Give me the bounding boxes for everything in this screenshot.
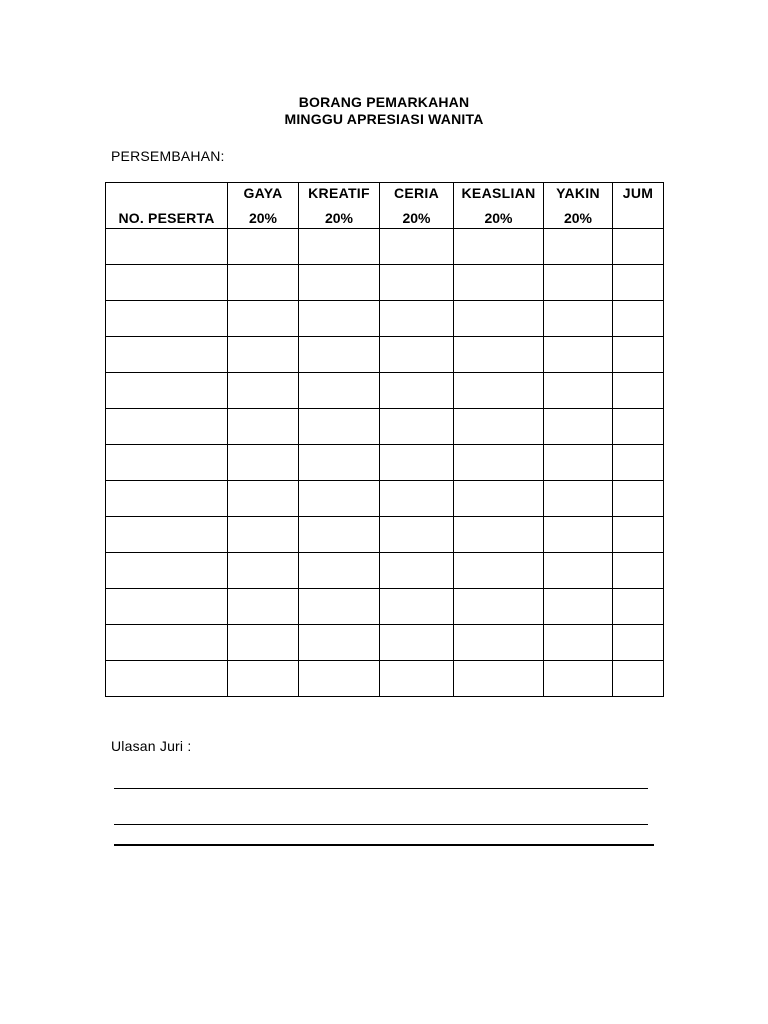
header-row xyxy=(106,183,664,229)
score-cell[interactable] xyxy=(544,301,613,337)
score-cell[interactable] xyxy=(299,229,380,265)
score-cell[interactable] xyxy=(380,517,454,553)
score-cell[interactable] xyxy=(544,517,613,553)
table-row xyxy=(106,661,664,697)
score-cell[interactable] xyxy=(544,337,613,373)
header-keaslian xyxy=(454,183,544,229)
score-cell[interactable] xyxy=(380,481,454,517)
score-cell[interactable] xyxy=(228,445,299,481)
score-cell[interactable] xyxy=(299,265,380,301)
score-cell[interactable] xyxy=(299,517,380,553)
header-yakin-label: YAKIN xyxy=(556,185,600,201)
score-cell[interactable] xyxy=(380,409,454,445)
score-cell[interactable] xyxy=(454,229,544,265)
score-cell[interactable] xyxy=(544,661,613,697)
score-cell[interactable] xyxy=(106,589,228,625)
score-cell[interactable] xyxy=(106,373,228,409)
score-cell[interactable] xyxy=(106,445,228,481)
table-row xyxy=(106,625,664,661)
score-cell[interactable] xyxy=(228,553,299,589)
score-cell[interactable] xyxy=(228,589,299,625)
score-cell[interactable] xyxy=(380,265,454,301)
score-cell[interactable] xyxy=(454,373,544,409)
score-cell[interactable] xyxy=(613,337,664,373)
header-jum xyxy=(613,183,664,229)
score-cell[interactable] xyxy=(380,229,454,265)
score-cell[interactable] xyxy=(106,265,228,301)
persembahan-label: PERSEMBAHAN: xyxy=(111,148,225,164)
score-cell[interactable] xyxy=(299,481,380,517)
table-row xyxy=(106,373,664,409)
score-cell[interactable] xyxy=(454,625,544,661)
score-cell[interactable] xyxy=(380,625,454,661)
score-cell[interactable] xyxy=(613,229,664,265)
table-row xyxy=(106,589,664,625)
score-cell[interactable] xyxy=(544,553,613,589)
score-cell[interactable] xyxy=(299,373,380,409)
score-cell[interactable] xyxy=(454,301,544,337)
table-row xyxy=(106,553,664,589)
score-cell[interactable] xyxy=(454,553,544,589)
table-row xyxy=(106,445,664,481)
score-cell[interactable] xyxy=(613,301,664,337)
table-row xyxy=(106,265,664,301)
score-cell[interactable] xyxy=(299,445,380,481)
score-cell[interactable] xyxy=(106,481,228,517)
score-cell[interactable] xyxy=(380,373,454,409)
score-cell[interactable] xyxy=(613,517,664,553)
score-cell[interactable] xyxy=(299,337,380,373)
score-cell[interactable] xyxy=(544,265,613,301)
score-cell[interactable] xyxy=(228,373,299,409)
score-cell[interactable] xyxy=(380,301,454,337)
score-cell[interactable] xyxy=(613,481,664,517)
table-row xyxy=(106,517,664,553)
score-cell[interactable] xyxy=(106,301,228,337)
header-ceria-label: CERIA xyxy=(393,185,440,201)
score-cell[interactable] xyxy=(454,445,544,481)
score-cell[interactable] xyxy=(299,589,380,625)
score-cell[interactable] xyxy=(613,625,664,661)
score-cell[interactable] xyxy=(613,265,664,301)
header-no-peserta xyxy=(106,183,228,229)
header-kreatif-percent: 20% xyxy=(324,210,354,226)
header-yakin-percent: 20% xyxy=(563,210,593,226)
header-kreatif-label: KREATIF xyxy=(308,185,370,201)
score-cell[interactable] xyxy=(299,553,380,589)
header-keaslian-percent: 20% xyxy=(484,210,513,226)
score-cell[interactable] xyxy=(613,409,664,445)
score-cell[interactable] xyxy=(380,661,454,697)
table-row xyxy=(106,481,664,517)
score-cell[interactable] xyxy=(106,409,228,445)
score-cell[interactable] xyxy=(299,661,380,697)
score-cell[interactable] xyxy=(544,409,613,445)
form-title: BORANG PEMARKAHAN xyxy=(298,94,470,110)
score-cell[interactable] xyxy=(106,229,228,265)
score-cell[interactable] xyxy=(380,589,454,625)
score-cell[interactable] xyxy=(613,445,664,481)
score-cell[interactable] xyxy=(544,625,613,661)
ulasan-juri-label: Ulasan Juri : xyxy=(111,738,192,754)
comment-line[interactable] xyxy=(114,824,648,825)
table-row xyxy=(106,301,664,337)
score-cell[interactable] xyxy=(454,265,544,301)
score-cell[interactable] xyxy=(228,517,299,553)
header-ceria-percent: 20% xyxy=(402,210,431,226)
score-table-body xyxy=(106,229,664,697)
score-cell[interactable] xyxy=(544,373,613,409)
score-cell[interactable] xyxy=(228,301,299,337)
header-gaya-percent: 20% xyxy=(248,210,278,226)
form-subtitle: MINGGU APRESIASI WANITA xyxy=(284,111,484,127)
score-cell[interactable] xyxy=(380,337,454,373)
header-ceria xyxy=(380,183,454,229)
score-cell[interactable] xyxy=(380,445,454,481)
score-cell[interactable] xyxy=(106,337,228,373)
score-cell[interactable] xyxy=(228,481,299,517)
score-cell[interactable] xyxy=(544,445,613,481)
score-cell[interactable] xyxy=(228,265,299,301)
score-cell[interactable] xyxy=(544,481,613,517)
score-cell[interactable] xyxy=(299,301,380,337)
score-cell[interactable] xyxy=(544,589,613,625)
comment-line[interactable] xyxy=(114,844,654,846)
comment-line[interactable] xyxy=(114,788,648,789)
table-row xyxy=(106,409,664,445)
score-cell[interactable] xyxy=(228,661,299,697)
score-cell[interactable] xyxy=(106,517,228,553)
table-row xyxy=(106,337,664,373)
score-cell[interactable] xyxy=(613,589,664,625)
score-cell[interactable] xyxy=(106,553,228,589)
header-gaya xyxy=(228,183,299,229)
score-cell[interactable] xyxy=(613,661,664,697)
table-row xyxy=(106,229,664,265)
score-cell[interactable] xyxy=(454,661,544,697)
score-cell[interactable] xyxy=(380,553,454,589)
header-jum-label: JUM xyxy=(622,185,654,201)
score-cell[interactable] xyxy=(454,409,544,445)
score-cell[interactable] xyxy=(228,409,299,445)
score-cell[interactable] xyxy=(299,625,380,661)
score-cell[interactable] xyxy=(228,625,299,661)
header-gaya-label: GAYA xyxy=(243,185,283,201)
score-cell[interactable] xyxy=(228,337,299,373)
score-cell[interactable] xyxy=(454,589,544,625)
header-keaslian-label: KEASLIAN xyxy=(461,185,536,201)
score-cell[interactable] xyxy=(613,553,664,589)
score-cell[interactable] xyxy=(454,517,544,553)
header-kreatif xyxy=(299,183,380,229)
score-cell[interactable] xyxy=(544,229,613,265)
score-cell[interactable] xyxy=(454,481,544,517)
score-cell[interactable] xyxy=(299,409,380,445)
score-cell[interactable] xyxy=(454,337,544,373)
score-cell[interactable] xyxy=(106,625,228,661)
score-table xyxy=(105,182,664,697)
header-yakin xyxy=(544,183,613,229)
score-cell[interactable] xyxy=(613,373,664,409)
header-no-peserta-label: NO. PESERTA xyxy=(118,210,215,226)
score-cell[interactable] xyxy=(228,229,299,265)
score-cell[interactable] xyxy=(106,661,228,697)
